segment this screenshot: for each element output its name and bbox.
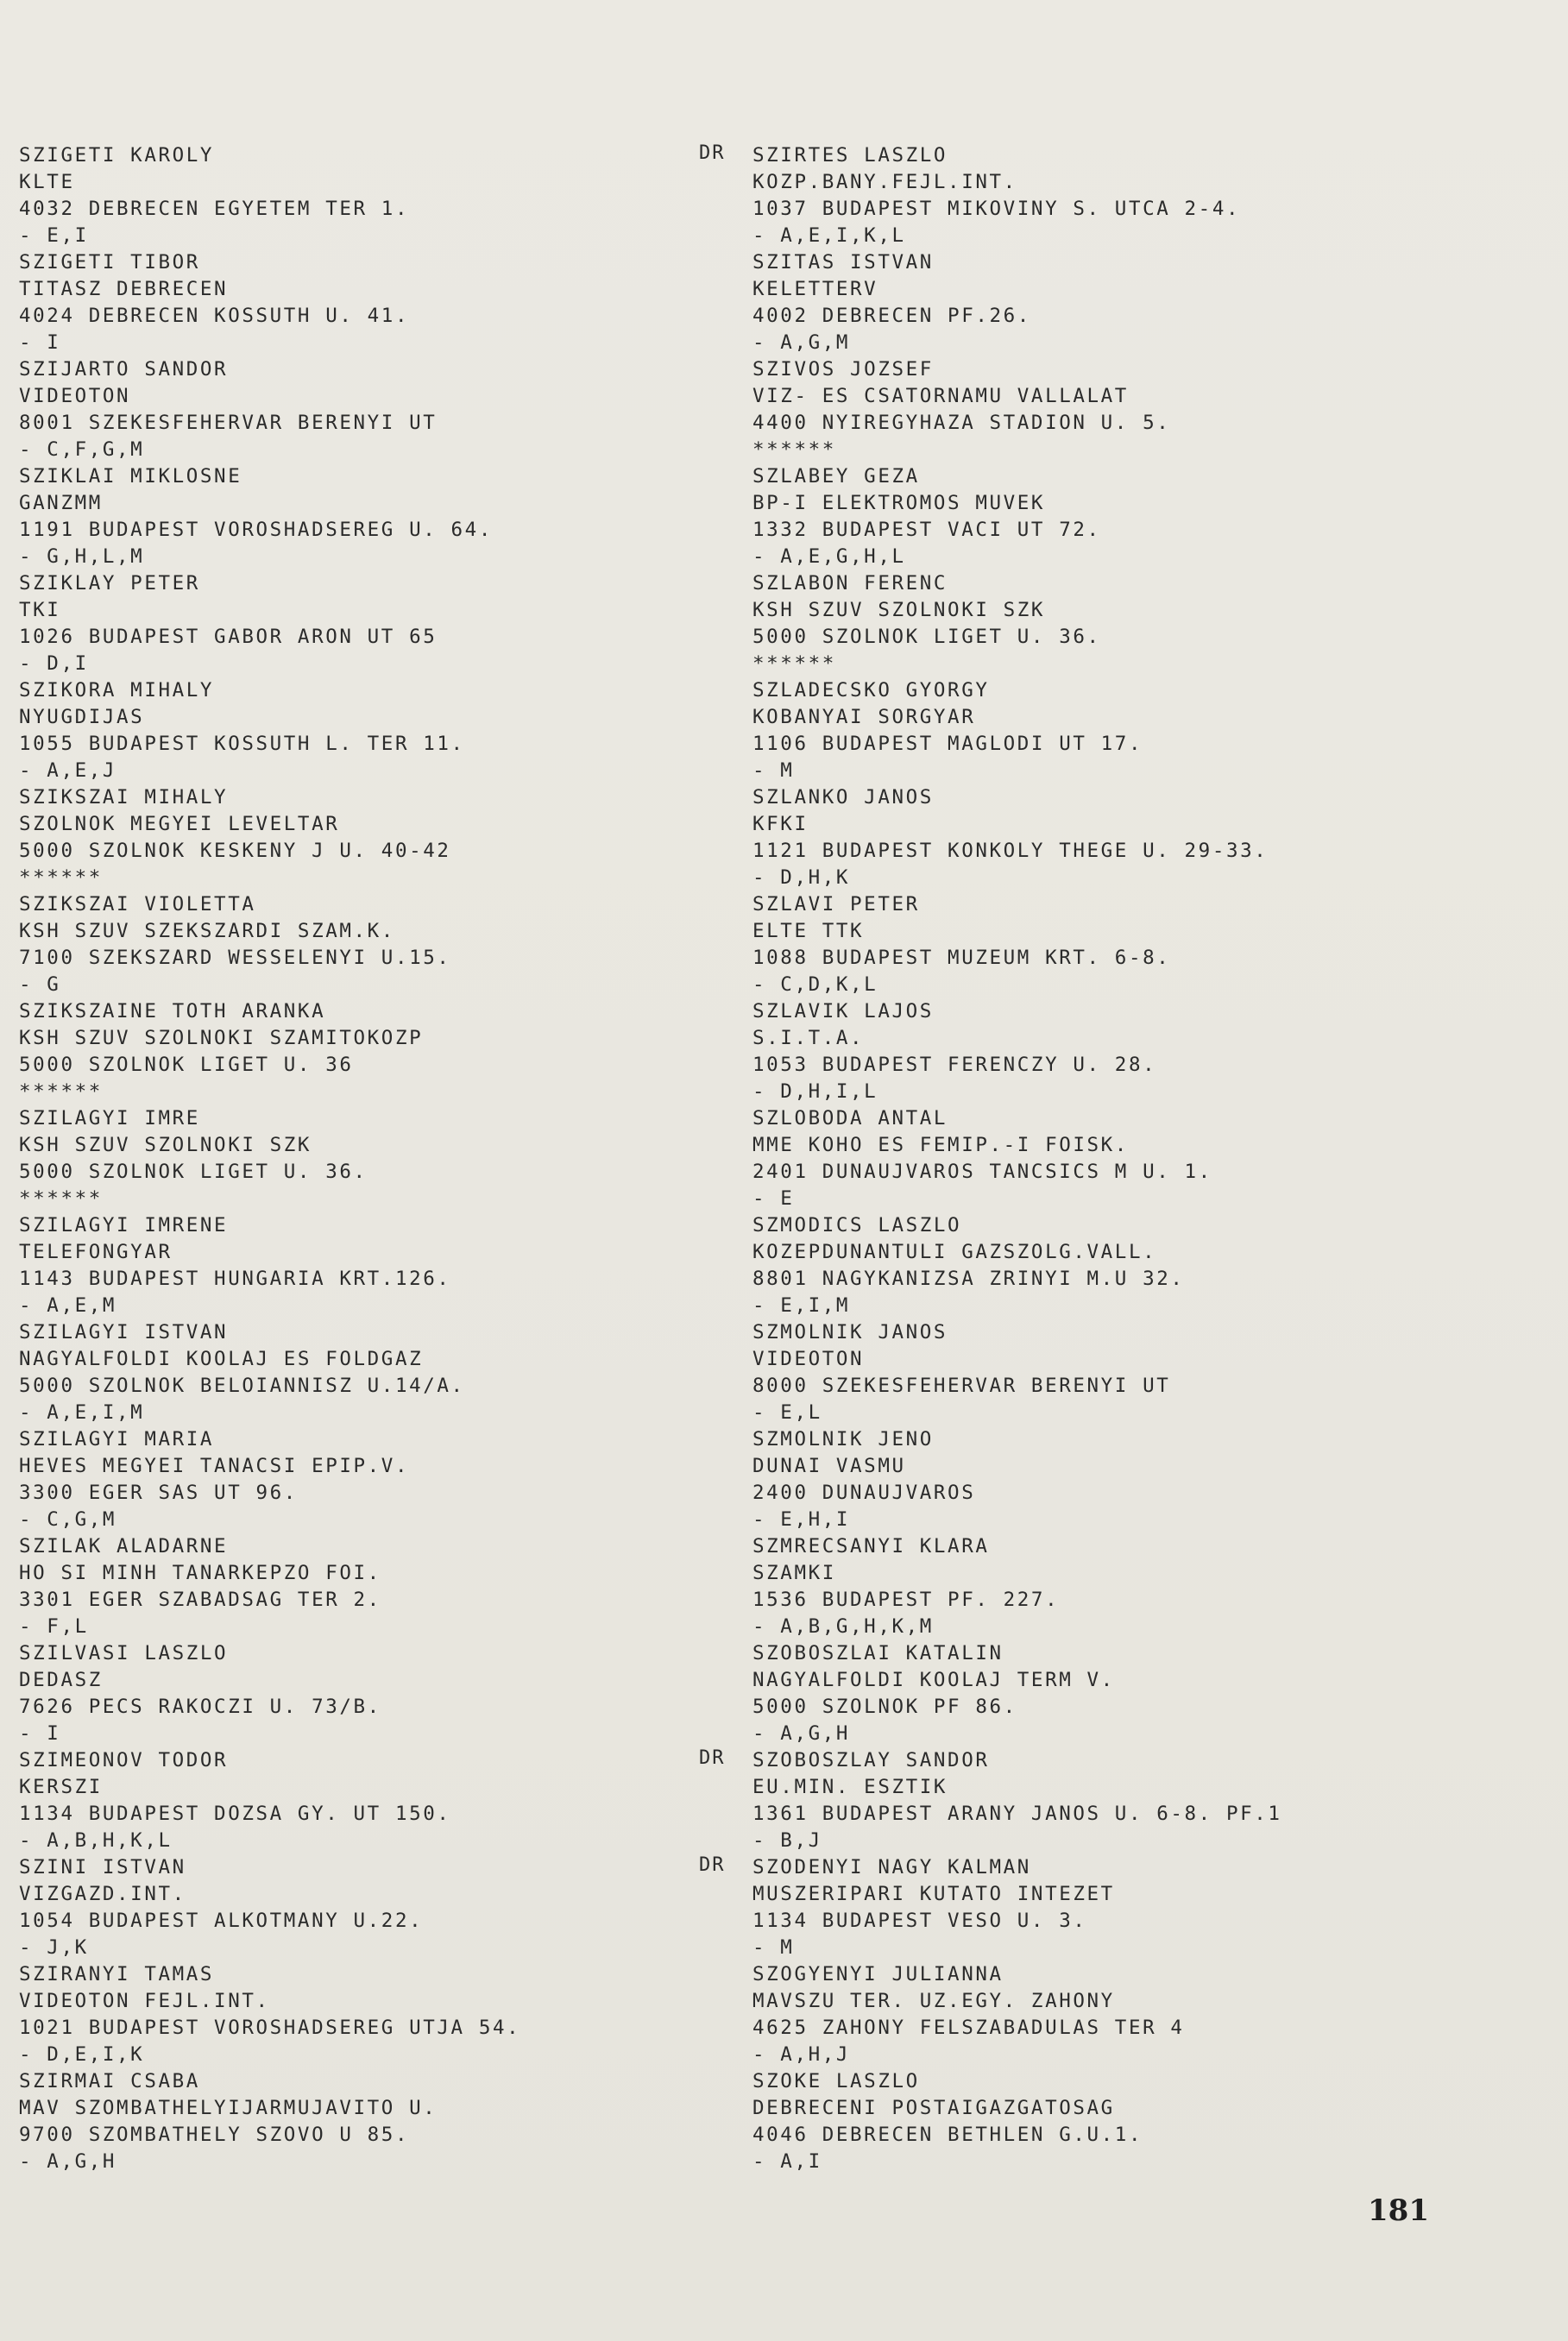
entry-organization: KLTE: [19, 171, 75, 193]
entry-address: 2401 DUNAUJVAROS TANCSICS M U. 1.: [753, 1161, 1212, 1183]
entry-lines: [753, 1640, 1564, 1747]
entry-codes: ******: [19, 1080, 103, 1103]
directory-entry: [701, 998, 1564, 1105]
entry-lines: [753, 249, 1564, 356]
entry-address: 1021 BUDAPEST VOROSHADSEREG UTJA 54.: [19, 2017, 521, 2039]
title-prefix: DR: [699, 1747, 726, 1769]
entry-codes: - A,G,H: [19, 2150, 117, 2173]
entry-address: 5000 SZOLNOK BELOIANNISZ U.14/A.: [19, 1375, 465, 1397]
entry-name: SZLAVI PETER: [753, 893, 920, 916]
entry-lines: [753, 677, 1564, 784]
entry-organization: TELEFONGYAR: [19, 1241, 173, 1263]
entry-organization: SZAMKI: [753, 1562, 836, 1584]
entry-organization: VIDEOTON FEJL.INT.: [19, 1990, 270, 2012]
entry-codes: - I: [19, 1722, 61, 1745]
entry-address: 1121 BUDAPEST KONKOLY THEGE U. 29-33.: [753, 840, 1269, 862]
entry-name: SZODENYI NAGY KALMAN: [753, 1856, 1031, 1878]
entry-codes: - A,I: [753, 2150, 822, 2173]
entry-organization: BP-I ELEKTROMOS MUVEK: [753, 492, 1046, 514]
entry-name: SZIKSZAI VIOLETTA: [19, 893, 256, 916]
entry-codes: - C,F,G,M: [19, 438, 145, 461]
entry-lines: [753, 142, 1564, 249]
directory-entry: [701, 891, 1564, 998]
entry-organization: KOZP.BANY.FEJL.INT.: [753, 171, 1017, 193]
entry-name: SZILAGYI ISTVAN: [19, 1321, 229, 1344]
entry-organization: GANZMM: [19, 492, 103, 514]
entry-address: 8001 SZEKESFEHERVAR BERENYI UT: [19, 412, 438, 434]
directory-entry: [19, 891, 701, 998]
entry-address: 5000 SZOLNOK KESKENY J U. 40-42: [19, 840, 451, 862]
directory-entry: [19, 1105, 701, 1212]
directory-entry: [19, 249, 701, 356]
entry-lines: [19, 249, 701, 356]
entry-codes: - M: [753, 1936, 795, 1959]
entry-codes: - A,E,J: [19, 759, 117, 782]
entry-lines: [753, 1533, 1564, 1640]
entry-organization: EU.MIN. ESZTIK: [753, 1776, 948, 1798]
entry-name: SZOKE LASZLO: [753, 2070, 920, 2092]
entry-lines: [753, 1961, 1564, 2068]
entry-name: SZOBOSZLAY SANDOR: [753, 1749, 990, 1771]
entry-lines: [753, 1319, 1564, 1426]
entry-codes: - G,H,L,M: [19, 545, 145, 568]
entry-name: SZIKORA MIHALY: [19, 679, 215, 702]
entry-address: 1134 BUDAPEST VESO U. 3.: [753, 1910, 1087, 1932]
entry-lines: [753, 1212, 1564, 1319]
directory-entry: [19, 1747, 701, 1854]
directory-entry: [19, 570, 701, 677]
right-column: [701, 142, 1564, 2175]
entry-codes: - A,E,G,H,L: [753, 545, 906, 568]
entry-name: SZOGYENYI JULIANNA: [753, 1963, 1004, 1985]
entry-name: SZMRECSANYI KLARA: [753, 1535, 990, 1558]
entry-organization: NYUGDIJAS: [19, 706, 145, 728]
entry-organization: KOBANYAI SORGYAR: [753, 706, 976, 728]
entry-organization: TKI: [19, 599, 61, 621]
entry-address: 5000 SZOLNOK LIGET U. 36: [19, 1054, 354, 1076]
entry-lines: [19, 998, 701, 1105]
entry-lines: [753, 1105, 1564, 1212]
entry-address: 1053 BUDAPEST FERENCZY U. 28.: [753, 1054, 1157, 1076]
entry-address: 1134 BUDAPEST DOZSA GY. UT 150.: [19, 1803, 451, 1825]
entry-name: SZIRTES LASZLO: [753, 144, 948, 167]
entry-name: SZIMEONOV TODOR: [19, 1749, 229, 1771]
entry-codes: - D,E,I,K: [19, 2043, 145, 2066]
directory-entry: [701, 1426, 1564, 1533]
entry-address: 4400 NYIREGYHAZA STADION U. 5.: [753, 412, 1171, 434]
entry-name: SZLABEY GEZA: [753, 465, 920, 488]
directory-entry: [19, 1854, 701, 1961]
title-prefix: DR: [699, 142, 726, 164]
entry-organization: KSH SZUV SZEKSZARDI SZAM.K.: [19, 920, 395, 942]
entry-name: SZLOBODA ANTAL: [753, 1107, 948, 1130]
directory-entry: [701, 1747, 1564, 1854]
directory-entry: [701, 142, 1564, 249]
entry-lines: [19, 891, 701, 998]
directory-entry: [19, 998, 701, 1105]
entry-address: 1026 BUDAPEST GABOR ARON UT 65: [19, 626, 438, 648]
entry-lines: [19, 463, 701, 570]
entry-lines: [19, 1961, 701, 2068]
entry-codes: - A,H,J: [753, 2043, 851, 2066]
entry-lines: [19, 1640, 701, 1747]
directory-entry: [19, 1319, 701, 1426]
directory-entry: [19, 2068, 701, 2175]
directory-entry: [701, 1961, 1564, 2068]
entry-lines: [19, 1319, 701, 1426]
entry-codes: - F,L: [19, 1615, 89, 1638]
page-number: 181: [1368, 2193, 1429, 2228]
entry-lines: [753, 1426, 1564, 1533]
directory-entry: [701, 1105, 1564, 1212]
entry-organization: DUNAI VASMU: [753, 1455, 906, 1477]
entry-organization: KERSZI: [19, 1776, 103, 1798]
title-prefix: DR: [699, 1854, 726, 1876]
entry-address: 1332 BUDAPEST VACI UT 72.: [753, 519, 1101, 541]
entry-address: 4032 DEBRECEN EGYETEM TER 1.: [19, 198, 410, 220]
entry-address: 1536 BUDAPEST PF. 227.: [753, 1589, 1060, 1611]
entry-organization: VIDEOTON: [753, 1348, 865, 1370]
left-column: [19, 142, 701, 2175]
entry-name: SZIGETI KAROLY: [19, 144, 215, 167]
directory-entry: [19, 784, 701, 891]
entry-organization: KOZEPDUNANTULI GAZSZOLG.VALL.: [753, 1241, 1157, 1263]
entry-codes: ******: [753, 652, 836, 675]
entry-codes: - C,D,K,L: [753, 973, 878, 996]
directory-entry: [701, 1640, 1564, 1747]
entry-name: SZILAGYI IMRE: [19, 1107, 200, 1130]
entry-codes: - E,H,I: [753, 1508, 851, 1531]
entry-address: 7626 PECS RAKOCZI U. 73/B.: [19, 1696, 381, 1718]
entry-lines: [19, 2068, 701, 2175]
entry-codes: - E,I,M: [753, 1294, 851, 1317]
entry-organization: MME KOHO ES FEMIP.-I FOISK.: [753, 1134, 1129, 1156]
directory-entry: [701, 249, 1564, 356]
entry-codes: - C,G,M: [19, 1508, 117, 1531]
entry-name: SZINI ISTVAN: [19, 1856, 186, 1878]
entry-lines: [19, 1854, 701, 1961]
entry-lines: [753, 356, 1564, 463]
entry-lines: [753, 891, 1564, 998]
entry-name: SZLABON FERENC: [753, 572, 948, 595]
entry-codes: - D,I: [19, 652, 89, 675]
entry-lines: [753, 463, 1564, 570]
entry-name: SZIKLAY PETER: [19, 572, 200, 595]
entry-codes: - A,G,H: [753, 1722, 851, 1745]
entry-name: SZMOLNIK JANOS: [753, 1321, 948, 1344]
entry-organization: KSH SZUV SZOLNOKI SZK: [19, 1134, 312, 1156]
entry-name: SZLADECSKO GYORGY: [753, 679, 990, 702]
entry-codes: - I: [19, 331, 61, 354]
entry-organization: VIDEOTON: [19, 385, 131, 407]
entry-lines: [19, 677, 701, 784]
entry-lines: [753, 1854, 1564, 1961]
entry-address: 1143 BUDAPEST HUNGARIA KRT.126.: [19, 1268, 451, 1290]
entry-codes: ******: [19, 1187, 103, 1210]
entry-name: SZIGETI TIBOR: [19, 251, 200, 274]
entry-name: SZIKSZAINE TOTH ARANKA: [19, 1000, 326, 1023]
entry-lines: [753, 1747, 1564, 1854]
directory-entry: [19, 1533, 701, 1640]
entry-address: 1037 BUDAPEST MIKOVINY S. UTCA 2-4.: [753, 198, 1241, 220]
directory-entry: [701, 2068, 1564, 2175]
directory-entry: [19, 1640, 701, 1747]
entry-name: SZLAVIK LAJOS: [753, 1000, 934, 1023]
entry-lines: [19, 356, 701, 463]
entry-codes: - M: [753, 759, 795, 782]
entry-organization: DEDASZ: [19, 1669, 103, 1691]
entry-organization: KFKI: [753, 813, 809, 835]
entry-name: SZITAS ISTVAN: [753, 251, 934, 274]
entry-name: SZMOLNIK JENO: [753, 1428, 934, 1451]
directory-entry: [701, 1319, 1564, 1426]
entry-name: SZILVASI LASZLO: [19, 1642, 229, 1665]
entry-organization: NAGYALFOLDI KOOLAJ TERM V.: [753, 1669, 1115, 1691]
entry-codes: - A,B,G,H,K,M: [753, 1615, 934, 1638]
directory-entry: [19, 1426, 701, 1533]
entry-lines: [753, 570, 1564, 677]
entry-address: 1088 BUDAPEST MUZEUM KRT. 6-8.: [753, 947, 1171, 969]
entry-organization: KSH SZUV SZOLNOKI SZAMITOKOZP: [19, 1027, 424, 1049]
entry-address: 1106 BUDAPEST MAGLODI UT 17.: [753, 733, 1143, 755]
entry-lines: [753, 2068, 1564, 2175]
directory-entry: [19, 677, 701, 784]
entry-organization: ELTE TTK: [753, 920, 865, 942]
entry-name: SZLANKO JANOS: [753, 786, 934, 809]
entry-address: 9700 SZOMBATHELY SZOVO U 85.: [19, 2124, 410, 2146]
entry-address: 4002 DEBRECEN PF.26.: [753, 305, 1031, 327]
directory-entry: [701, 1212, 1564, 1319]
entry-name: SZIVOS JOZSEF: [753, 358, 934, 381]
entry-organization: VIZ- ES CSATORNAMU VALLALAT: [753, 385, 1129, 407]
entry-codes: - D,H,I,L: [753, 1080, 878, 1103]
entry-lines: [19, 1212, 701, 1319]
entry-codes: ******: [19, 866, 103, 889]
directory-entry: [19, 1212, 701, 1319]
entry-codes: - E: [753, 1187, 795, 1210]
entry-address: 1055 BUDAPEST KOSSUTH L. TER 11.: [19, 733, 465, 755]
entry-address: 7100 SZEKSZARD WESSELENYI U.15.: [19, 947, 451, 969]
entry-address: 5000 SZOLNOK PF 86.: [753, 1696, 1017, 1718]
directory-entry: [19, 463, 701, 570]
entry-codes: - E,L: [753, 1401, 822, 1424]
directory-entry: [701, 1854, 1564, 1961]
entry-name: SZIRANYI TAMAS: [19, 1963, 215, 1985]
entry-address: 5000 SZOLNOK LIGET U. 36.: [19, 1161, 368, 1183]
directory-entry: [19, 142, 701, 249]
entry-address: 3301 EGER SZABADSAG TER 2.: [19, 1589, 381, 1611]
entry-name: SZIRMAI CSABA: [19, 2070, 200, 2092]
directory-entry: [701, 677, 1564, 784]
entry-organization: NAGYALFOLDI KOOLAJ ES FOLDGAZ: [19, 1348, 424, 1370]
entry-codes: - E,I: [19, 224, 89, 247]
entry-lines: [753, 998, 1564, 1105]
entry-organization: HEVES MEGYEI TANACSI EPIP.V.: [19, 1455, 410, 1477]
entry-name: SZILAK ALADARNE: [19, 1535, 229, 1558]
entry-name: SZIJARTO SANDOR: [19, 358, 229, 381]
entry-codes: - A,E,M: [19, 1294, 117, 1317]
entry-lines: [753, 784, 1564, 891]
entry-codes: - D,H,K: [753, 866, 851, 889]
directory-entry: [701, 1533, 1564, 1640]
entry-codes: - A,E,I,K,L: [753, 224, 906, 247]
directory-entry: [701, 784, 1564, 891]
entry-address: 3300 EGER SAS UT 96.: [19, 1482, 298, 1504]
entry-address: 4625 ZAHONY FELSZABADULAS TER 4: [753, 2017, 1185, 2039]
directory-entry: [701, 570, 1564, 677]
entry-organization: VIZGAZD.INT.: [19, 1883, 186, 1905]
directory-entry: [701, 463, 1564, 570]
entry-codes: - J,K: [19, 1936, 89, 1959]
entry-address: 5000 SZOLNOK LIGET U. 36.: [753, 626, 1101, 648]
entry-address: 4024 DEBRECEN KOSSUTH U. 41.: [19, 305, 410, 327]
entry-address: 1054 BUDAPEST ALKOTMANY U.22.: [19, 1910, 424, 1932]
entry-address: 1361 BUDAPEST ARANY JANOS U. 6-8. PF.1: [753, 1803, 1282, 1825]
entry-lines: [19, 1747, 701, 1854]
entry-name: SZIKLAI MIKLOSNE: [19, 465, 242, 488]
entry-organization: S.I.T.A.: [753, 1027, 865, 1049]
entry-address: 4046 DEBRECEN BETHLEN G.U.1.: [753, 2124, 1143, 2146]
entry-codes: - A,B,H,K,L: [19, 1829, 173, 1852]
entry-lines: [19, 1105, 701, 1212]
entry-organization: TITASZ DEBRECEN: [19, 278, 229, 300]
directory-entry: [19, 1961, 701, 2068]
entry-codes: - B,J: [753, 1829, 822, 1852]
entry-codes: - A,E,I,M: [19, 1401, 145, 1424]
entry-lines: [19, 142, 701, 249]
entry-organization: MAVSZU TER. UZ.EGY. ZAHONY: [753, 1990, 1115, 2012]
entry-organization: KELETTERV: [753, 278, 878, 300]
entry-codes: ******: [753, 438, 836, 461]
entry-name: SZMODICS LASZLO: [753, 1214, 962, 1237]
entry-organization: MAV SZOMBATHELYIJARMUJAVITO U.: [19, 2097, 438, 2119]
entry-name: SZOBOSZLAI KATALIN: [753, 1642, 1004, 1665]
entry-name: SZILAGYI IMRENE: [19, 1214, 229, 1237]
entry-name: SZIKSZAI MIHALY: [19, 786, 229, 809]
entry-address: 2400 DUNAUJVAROS: [753, 1482, 976, 1504]
entry-codes: - A,G,M: [753, 331, 851, 354]
entry-organization: KSH SZUV SZOLNOKI SZK: [753, 599, 1046, 621]
entry-name: SZILAGYI MARIA: [19, 1428, 215, 1451]
entry-organization: HO SI MINH TANARKEPZO FOI.: [19, 1562, 381, 1584]
entry-address: 8000 SZEKESFEHERVAR BERENYI UT: [753, 1375, 1171, 1397]
directory-entry: [701, 356, 1564, 463]
entry-codes: - G: [19, 973, 61, 996]
entry-lines: [19, 1533, 701, 1640]
directory-entry: [19, 356, 701, 463]
entry-organization: SZOLNOK MEGYEI LEVELTAR: [19, 813, 340, 835]
entry-address: 1191 BUDAPEST VOROSHADSEREG U. 64.: [19, 519, 493, 541]
entry-organization: DEBRECENI POSTAIGAZGATOSAG: [753, 2097, 1115, 2119]
entry-lines: [19, 570, 701, 677]
entry-lines: [19, 1426, 701, 1533]
entry-lines: [19, 784, 701, 891]
entry-organization: MUSZERIPARI KUTATO INTEZET: [753, 1883, 1115, 1905]
entry-address: 8801 NAGYKANIZSA ZRINYI M.U 32.: [753, 1268, 1185, 1290]
